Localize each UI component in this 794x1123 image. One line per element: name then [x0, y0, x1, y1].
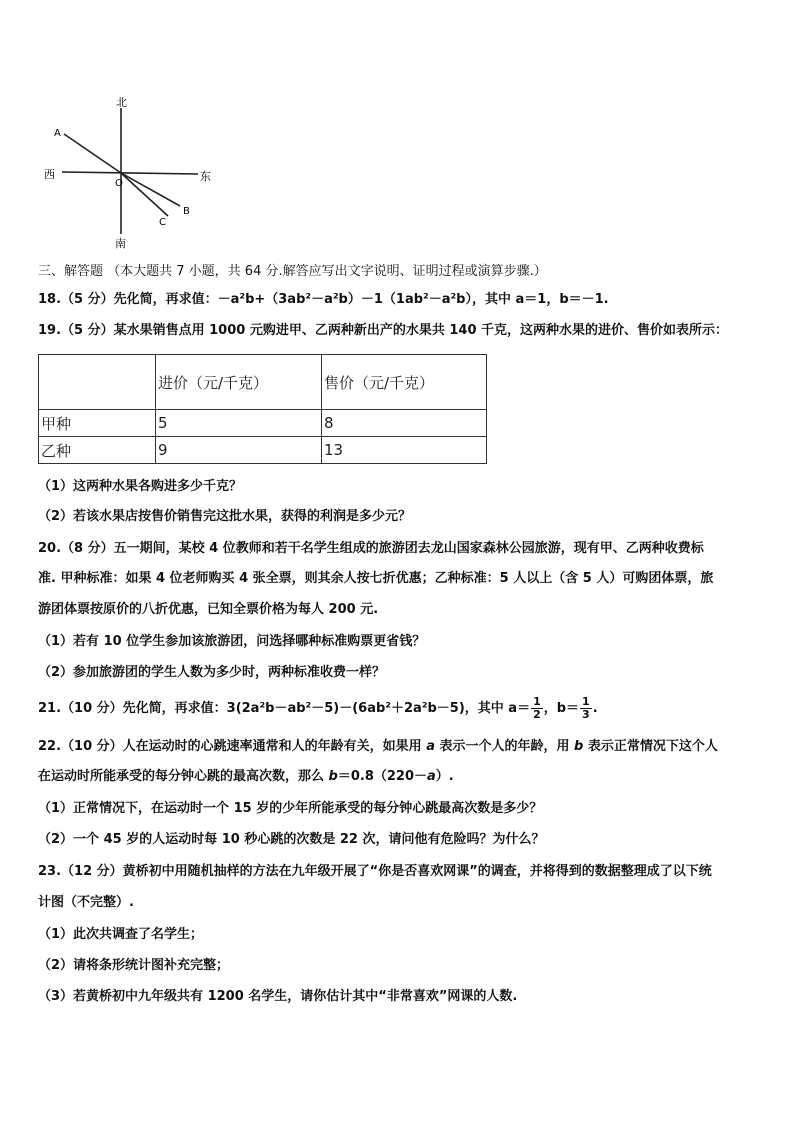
q21-end: .: [592, 701, 598, 716]
formula-variable-a: a: [427, 769, 436, 784]
table-header-cell: 进价（元/千克）: [156, 355, 322, 410]
direction-diagram: [38, 94, 228, 254]
table-row: [39, 437, 487, 464]
fraction-b: [580, 696, 592, 721]
table-header-row: [39, 355, 487, 410]
south-label: 南: [115, 237, 126, 250]
table-header-cell: 售价（元/千克）: [322, 355, 487, 410]
table-cell: 乙种: [39, 437, 156, 464]
fraction-a: [531, 696, 543, 721]
q22-text-part: 在运动时所能承受的每分钟心跳的最高次数，那么: [38, 769, 329, 784]
q22-sub2: （2）一个 45 岁的人运动时每 10 秒心跳的次数是 22 次，请问他有危险吗？为什么？: [38, 832, 545, 847]
west-label: 西: [44, 168, 55, 181]
fraction-a-numerator: 1: [533, 695, 541, 708]
point-a-label: A: [54, 128, 61, 139]
q20-line2: 准. 甲种标准：如果 4 位老师购买 4 张全票，则其余人按七折优惠；乙种标准：5 人以上（含 5 人）可购团体票，旅: [38, 571, 714, 586]
variable-a: a: [426, 739, 435, 754]
q21-text: 21.（10 分）先化简，再求值：3(2a²b－ab²－5)－(6ab²＋2a²b－5)，其中 a＝: [38, 701, 531, 716]
table-cell: 5: [156, 410, 322, 437]
q22-sub1: （1）正常情况下，在运动时一个 15 岁的少年所能承受的每分钟心跳最高次数是多少？: [38, 801, 543, 816]
price-table: [38, 354, 487, 464]
fraction-b-denominator: 3: [582, 708, 590, 721]
table-cell: 甲种: [39, 410, 156, 437]
origin-label: O: [115, 178, 123, 189]
question-19: 19.（5 分）某水果销售点用 1000 元购进甲、乙两种新出产的水果共 140 千克，这两种水果的进价、售价如表所示：: [38, 323, 729, 338]
q20-line3: 游团体票按原价的八折优惠，已知全票价格为每人 200 元.: [38, 602, 379, 617]
q23-sub2: （2）请将条形统计图补充完整；: [38, 958, 230, 973]
table-cell: 9: [156, 437, 322, 464]
point-b-label: B: [183, 206, 190, 217]
q20-sub2: （2）参加旅游团的学生人数为多少时，两种标准收费一样？: [38, 665, 386, 680]
question-18: 18.（5 分）先化简，再求值：－a²b+（3ab²－a²b）－1（1ab²－a²b），其中 a＝1，b＝－1.: [38, 292, 609, 307]
q22-text-part: 22.（10 分）人在运动时的心跳速率通常和人的年龄有关，如果用: [38, 739, 427, 754]
variable-b: b: [574, 739, 584, 754]
q23-sub1: （1）此次共调查了名学生；: [38, 927, 204, 942]
q19-sub1: （1）这两种水果各购进多少千克？: [38, 479, 243, 494]
east-label: 东: [200, 170, 211, 183]
q22-text-part: 表示一个人的年龄，用: [434, 739, 575, 754]
point-c-label: C: [159, 217, 166, 228]
fraction-a-denominator: 2: [533, 708, 541, 721]
table-row: [39, 410, 487, 437]
q23-line1: 23.（12 分）黄桥初中用随机抽样的方法在九年级开展了“你是否喜欢网课”的调查，并将得到的数据整理成了以下统: [38, 864, 712, 879]
table-header-cell: [39, 355, 156, 410]
question-21: [38, 696, 598, 722]
q19-sub2: （2）若该水果店按售价销售完这批水果，获得的利润是多少元？: [38, 509, 412, 524]
west-east-axis: [62, 172, 198, 174]
q22-line1: [38, 738, 718, 756]
q20-line1: 20.（8 分）五一期间，某校 4 位教师和若干名学生组成的旅游团去龙山国家森林公园旅游，现有甲、乙两种收费标: [38, 541, 704, 556]
formula-variable-b: b: [328, 769, 338, 784]
table-cell: 13: [322, 437, 487, 464]
fraction-b-numerator: 1: [582, 695, 590, 708]
section-heading: 三、解答题 （本大题共 7 小题，共 64 分.解答应写出文字说明、证明过程或演算步骤.）: [38, 264, 547, 279]
ray-a: [64, 134, 121, 173]
q23-line2: 计图（不完整）.: [38, 895, 134, 910]
q22-line2: [38, 768, 454, 786]
q22-text-part: ＝0.8（220－: [337, 769, 428, 784]
table-cell: 8: [322, 410, 487, 437]
q20-sub1: （1）若有 10 位学生参加该旅游团，问选择哪种标准购票更省钱？: [38, 634, 426, 649]
q22-text-part: ）.: [435, 769, 454, 784]
q23-sub3: （3）若黄桥初中九年级共有 1200 名学生，请你估计其中“非常喜欢”网课的人数.: [38, 989, 518, 1004]
q21-mid: ，b＝: [543, 701, 580, 716]
north-label: 北: [116, 96, 127, 109]
q22-text-part: 表示正常情况下这个人: [583, 739, 718, 754]
